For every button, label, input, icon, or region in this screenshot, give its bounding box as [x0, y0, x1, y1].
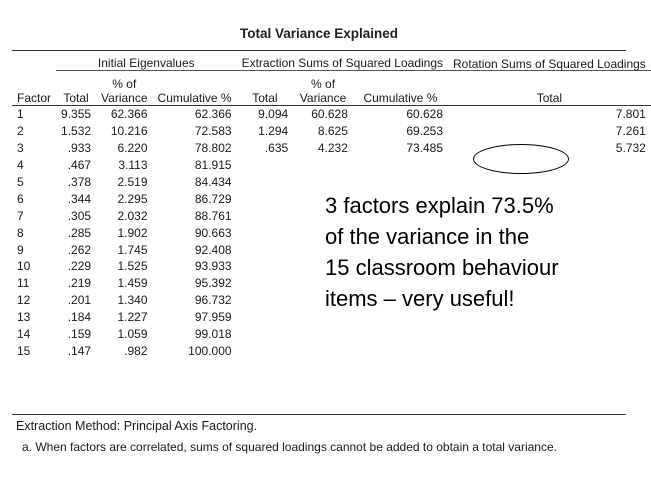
cell-ext-cum: 73.485: [406, 141, 444, 156]
cell-rot-total: 7.261: [615, 124, 646, 139]
cell-init-total: .467: [67, 158, 92, 173]
cell-ext-total: [237, 157, 294, 174]
cell-init-total: .285: [67, 225, 92, 240]
cell-init-cum: 84.434: [194, 175, 232, 189]
cell-init-pct: 6.220: [117, 141, 148, 156]
cell-factor: 13: [17, 310, 31, 325]
cell-init-pct: 1.525: [117, 259, 148, 274]
table-title: Total Variance Explained: [239, 26, 399, 41]
cell-rot-total: 7.801: [615, 107, 646, 122]
highlight-oval: [473, 144, 569, 174]
cell-init-total: 9.355: [61, 107, 92, 122]
rotation-ssl-header: [448, 50, 651, 71]
cell-init-pct: 1.059: [117, 327, 148, 342]
cell-ext-cum: [353, 326, 448, 343]
callout-line: 15 classroom behaviour: [325, 255, 559, 280]
cell-ext-pct: 4.232: [317, 141, 348, 156]
cell-ext-cum: [353, 174, 448, 191]
cell-ext-pct: 60.628: [311, 107, 348, 122]
rotation-ssl-header-text: Rotation Sums of Squared Loadings: [453, 57, 646, 71]
cell-ext-total: 1.294: [258, 124, 289, 139]
factor-column-header: Factor: [12, 71, 56, 106]
callout-line: items – very useful!: [325, 286, 515, 311]
cell-init-total: .201: [67, 293, 92, 308]
cell-ext-total: [237, 207, 294, 224]
cell-ext-cum: 69.253: [406, 124, 444, 139]
cell-ext-total: [237, 275, 294, 292]
cell-init-total: .147: [67, 343, 92, 358]
cell-factor: 12: [17, 293, 31, 308]
cell-init-cum: 90.663: [194, 225, 232, 240]
extraction-pct-line1: % of: [311, 77, 336, 91]
extraction-total-header: Total: [237, 71, 294, 106]
cell-rot-total: [448, 174, 651, 191]
initial-pct-variance-header: [96, 71, 152, 106]
cell-factor: 14: [17, 327, 31, 342]
extraction-cumulative-header: Cumulative %: [353, 71, 448, 106]
cell-init-cum: 72.583: [194, 124, 232, 139]
cell-init-pct: 10.216: [110, 124, 148, 139]
cell-init-pct: 1.227: [117, 310, 148, 325]
cell-init-pct: 1.340: [117, 293, 148, 308]
cell-ext-total: [237, 292, 294, 309]
cell-factor: 8: [17, 225, 24, 240]
cell-factor: 2: [17, 124, 24, 139]
cell-rot-total: 5.732: [615, 141, 646, 156]
cell-rot-total: [448, 326, 651, 343]
cell-init-total: .933: [67, 141, 92, 156]
table-row: [12, 174, 651, 191]
cell-init-total: 1.532: [61, 124, 92, 139]
callout-line: of the variance in the: [325, 224, 530, 249]
extraction-method-footnote: Extraction Method: Principal Axis Factoring.: [16, 419, 258, 433]
cell-init-total: .378: [67, 175, 92, 189]
cell-init-cum: 100.000: [188, 343, 232, 358]
cell-init-pct: 2.032: [117, 208, 148, 223]
cell-init-cum: 96.732: [194, 293, 232, 308]
cell-ext-pct: [293, 174, 353, 191]
cell-init-cum: 78.802: [194, 141, 232, 156]
cell-ext-total: [237, 224, 294, 241]
cell-ext-total: [237, 258, 294, 275]
cell-ext-total: [237, 190, 294, 207]
cell-init-total: .219: [67, 276, 92, 291]
cell-ext-total: [237, 309, 294, 326]
table-bottom-rule: [12, 414, 626, 415]
cell-rot-total: [448, 342, 651, 359]
cell-ext-pct: [293, 342, 353, 359]
initial-eigenvalues-header: Initial Eigenvalues: [56, 50, 237, 71]
initial-cumulative-header: Cumulative %: [153, 71, 237, 106]
cell-init-cum: 86.729: [194, 191, 232, 206]
cell-factor: 10: [17, 259, 31, 274]
cell-init-pct: 2.519: [117, 175, 148, 189]
cell-init-total: .159: [67, 327, 92, 342]
initial-pct-line2: Variance: [101, 91, 148, 105]
cell-init-cum: 92.408: [194, 242, 232, 257]
cell-factor: 9: [17, 242, 24, 257]
cell-ext-total: .635: [264, 141, 289, 156]
cell-ext-pct: 8.625: [317, 124, 348, 139]
cell-ext-pct: [293, 157, 353, 174]
cell-factor: 4: [17, 158, 24, 173]
cell-init-pct: .982: [124, 343, 148, 358]
callout-line: 3 factors explain 73.5%: [325, 193, 554, 218]
initial-pct-line1: % of: [112, 77, 137, 91]
table-row: [12, 326, 651, 343]
cell-init-cum: 93.933: [194, 259, 232, 274]
cell-init-pct: 1.459: [117, 276, 148, 291]
cell-init-pct: 2.295: [117, 191, 148, 206]
extraction-ssl-header: Extraction Sums of Squared Loadings: [237, 50, 448, 71]
cell-factor: 5: [17, 175, 24, 189]
extraction-pct-line2: Variance: [299, 91, 347, 105]
cell-factor: 7: [17, 208, 24, 223]
cell-init-pct: 3.113: [118, 158, 148, 173]
table-row: [12, 106, 651, 123]
table-row: [12, 123, 651, 140]
cell-init-cum: 81.915: [194, 158, 232, 173]
cell-init-total: .184: [67, 310, 92, 325]
cell-ext-total: [237, 241, 294, 258]
rotation-total-header: Total: [448, 71, 651, 106]
cell-init-total: .305: [67, 208, 92, 223]
cell-init-cum: 62.366: [194, 107, 232, 122]
cell-ext-total: [237, 174, 294, 191]
cell-init-pct: 1.902: [117, 225, 148, 240]
cell-factor: 6: [17, 191, 24, 206]
cell-init-pct: 62.366: [110, 107, 148, 122]
note-a-footnote: a. When factors are correlated, sums of squared loadings cannot be added to obtain a total variance.: [22, 440, 557, 454]
initial-total-header: Total: [56, 71, 96, 106]
cell-init-total: .262: [67, 242, 92, 257]
cell-ext-total: [237, 342, 294, 359]
table-row: [12, 342, 651, 359]
cell-init-total: .344: [67, 191, 92, 206]
cell-factor: 3: [17, 141, 24, 156]
cell-ext-cum: [353, 157, 448, 174]
cell-ext-cum: [353, 342, 448, 359]
cell-init-cum: 99.018: [194, 327, 232, 342]
cell-ext-total: 9.094: [258, 107, 289, 122]
callout-box: [325, 190, 631, 314]
cell-ext-pct: [293, 326, 353, 343]
extraction-pct-variance-header: [293, 71, 353, 106]
cell-init-cum: 95.392: [194, 276, 232, 291]
cell-init-cum: 97.959: [194, 310, 232, 325]
cell-ext-cum: 60.628: [406, 107, 444, 122]
cell-factor: 1: [17, 107, 24, 122]
factor-group-spacer: [12, 50, 56, 71]
cell-init-cum: 88.761: [194, 208, 232, 223]
cell-factor: 11: [17, 276, 30, 291]
cell-init-pct: 1.745: [117, 242, 148, 257]
cell-init-total: .229: [67, 259, 92, 274]
cell-ext-total: [237, 326, 294, 343]
cell-factor: 15: [17, 343, 31, 358]
